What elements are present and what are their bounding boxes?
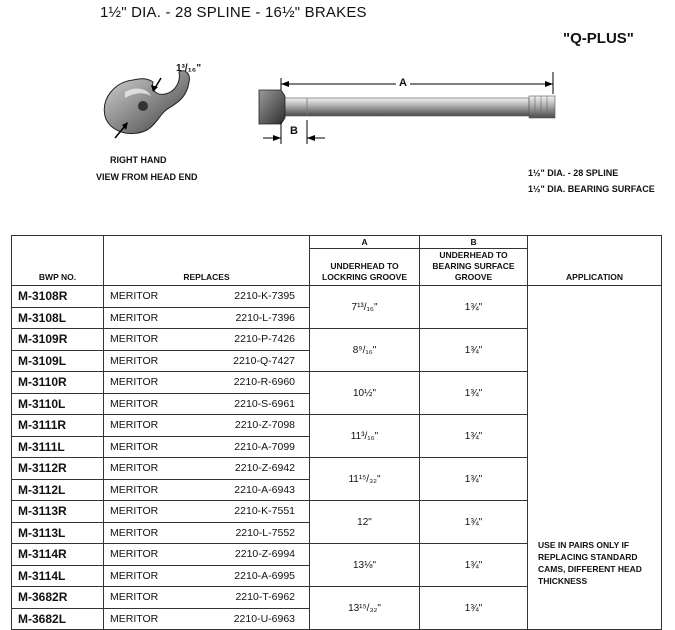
replaces-make: MERITOR	[104, 608, 190, 630]
replaces-part-number: 2210-L-7552	[190, 522, 310, 544]
bwp-number: M-3113L	[12, 522, 104, 544]
dimension-b-value: 1¾"	[420, 329, 528, 372]
header-bwp-no: BWP NO.	[12, 236, 104, 286]
bwp-number: M-3110L	[12, 393, 104, 415]
replaces-make: MERITOR	[104, 436, 190, 458]
cam-dimension-label: 1³/₁₆"	[176, 63, 202, 74]
bwp-number: M-3114R	[12, 544, 104, 566]
dimension-a-label: A	[399, 77, 407, 89]
replaces-make: MERITOR	[104, 522, 190, 544]
replaces-make: MERITOR	[104, 372, 190, 394]
dimension-a-value: 11¹⁵/₃₂"	[310, 458, 420, 501]
bwp-number: M-3112R	[12, 458, 104, 480]
dimension-a-value: 13¹⁵/₃₂"	[310, 587, 420, 630]
dimension-b-value: 1¾"	[420, 415, 528, 458]
dimension-b-value: 1¾"	[420, 587, 528, 630]
replaces-make: MERITOR	[104, 393, 190, 415]
replaces-make: MERITOR	[104, 544, 190, 566]
replaces-part-number: 2210-A-6995	[190, 565, 310, 587]
header-application: APPLICATION	[528, 236, 662, 286]
bwp-number: M-3109R	[12, 329, 104, 351]
bwp-number: M-3682R	[12, 587, 104, 609]
replaces-make: MERITOR	[104, 329, 190, 351]
dimension-a-value: 11³/₁₆"	[310, 415, 420, 458]
replaces-make: MERITOR	[104, 479, 190, 501]
cam-head-illustration	[95, 52, 225, 152]
replaces-part-number: 2210-P-7426	[190, 329, 310, 351]
dimension-a-value: 13⅛"	[310, 544, 420, 587]
bwp-number: M-3108R	[12, 286, 104, 308]
replaces-make: MERITOR	[104, 458, 190, 480]
bwp-number: M-3682L	[12, 608, 104, 630]
replaces-make: MERITOR	[104, 286, 190, 308]
application-note: USE IN PAIRS ONLY IF REPLACING STANDARD CAMS, DIFFERENT HEAD THICKNESS	[528, 286, 662, 630]
series-label: "Q-PLUS"	[563, 30, 634, 47]
replaces-part-number: 2210-Z-6994	[190, 544, 310, 566]
dimension-b-value: 1¾"	[420, 544, 528, 587]
cam-caption-line2: VIEW FROM HEAD END	[96, 172, 198, 182]
header-b-letter: B	[420, 236, 528, 249]
dimension-a-value: 12"	[310, 501, 420, 544]
cam-caption-line1: RIGHT HAND	[110, 155, 167, 165]
camshaft-illustration	[255, 62, 565, 152]
replaces-part-number: 2210-K-7551	[190, 501, 310, 523]
bwp-number: M-3112L	[12, 479, 104, 501]
replaces-part-number: 2210-T-6962	[190, 587, 310, 609]
replaces-make: MERITOR	[104, 350, 190, 372]
dimension-b-value: 1¾"	[420, 372, 528, 415]
header-underhead-bearing: UNDERHEAD TO BEARING SURFACE GROOVE	[420, 249, 528, 286]
replaces-make: MERITOR	[104, 307, 190, 329]
dimension-a-value: 10½"	[310, 372, 420, 415]
replaces-part-number: 2210-R-6960	[190, 372, 310, 394]
bwp-number: M-3113R	[12, 501, 104, 523]
header-underhead-lockring: UNDERHEAD TO LOCKRING GROOVE	[310, 249, 420, 286]
dimension-b-value: 1¾"	[420, 501, 528, 544]
spec-line2: 1½" DIA. BEARING SURFACE	[528, 184, 655, 194]
header-a-letter: A	[310, 236, 420, 249]
replaces-make: MERITOR	[104, 587, 190, 609]
bwp-number: M-3111L	[12, 436, 104, 458]
table-row	[12, 286, 662, 308]
replaces-part-number: 2210-U-6963	[190, 608, 310, 630]
replaces-part-number: 2210-A-7099	[190, 436, 310, 458]
replaces-part-number: 2210-L-7396	[190, 307, 310, 329]
header-replaces: REPLACES	[104, 236, 310, 286]
replaces-part-number: 2210-K-7395	[190, 286, 310, 308]
replaces-make: MERITOR	[104, 565, 190, 587]
replaces-part-number: 2210-Q-7427	[190, 350, 310, 372]
replaces-part-number: 2210-Z-6942	[190, 458, 310, 480]
dimension-a-value: 7¹³/₁₆"	[310, 286, 420, 329]
replaces-make: MERITOR	[104, 415, 190, 437]
bwp-number: M-3111R	[12, 415, 104, 437]
replaces-part-number: 2210-Z-7098	[190, 415, 310, 437]
spec-line1: 1½" DIA. - 28 SPLINE	[528, 168, 619, 178]
dimension-b-value: 1¾"	[420, 286, 528, 329]
bwp-number: M-3109L	[12, 350, 104, 372]
dimension-a-value: 8⁹/₁₆"	[310, 329, 420, 372]
page-title: 1½" DIA. - 28 SPLINE - 16½" BRAKES	[100, 4, 367, 21]
replaces-part-number: 2210-S-6961	[190, 393, 310, 415]
dimension-b-value: 1¾"	[420, 458, 528, 501]
replaces-part-number: 2210-A-6943	[190, 479, 310, 501]
parts-table	[11, 235, 662, 630]
replaces-make: MERITOR	[104, 501, 190, 523]
bwp-number: M-3110R	[12, 372, 104, 394]
bwp-number: M-3108L	[12, 307, 104, 329]
bwp-number: M-3114L	[12, 565, 104, 587]
dimension-b-label: B	[290, 125, 298, 137]
